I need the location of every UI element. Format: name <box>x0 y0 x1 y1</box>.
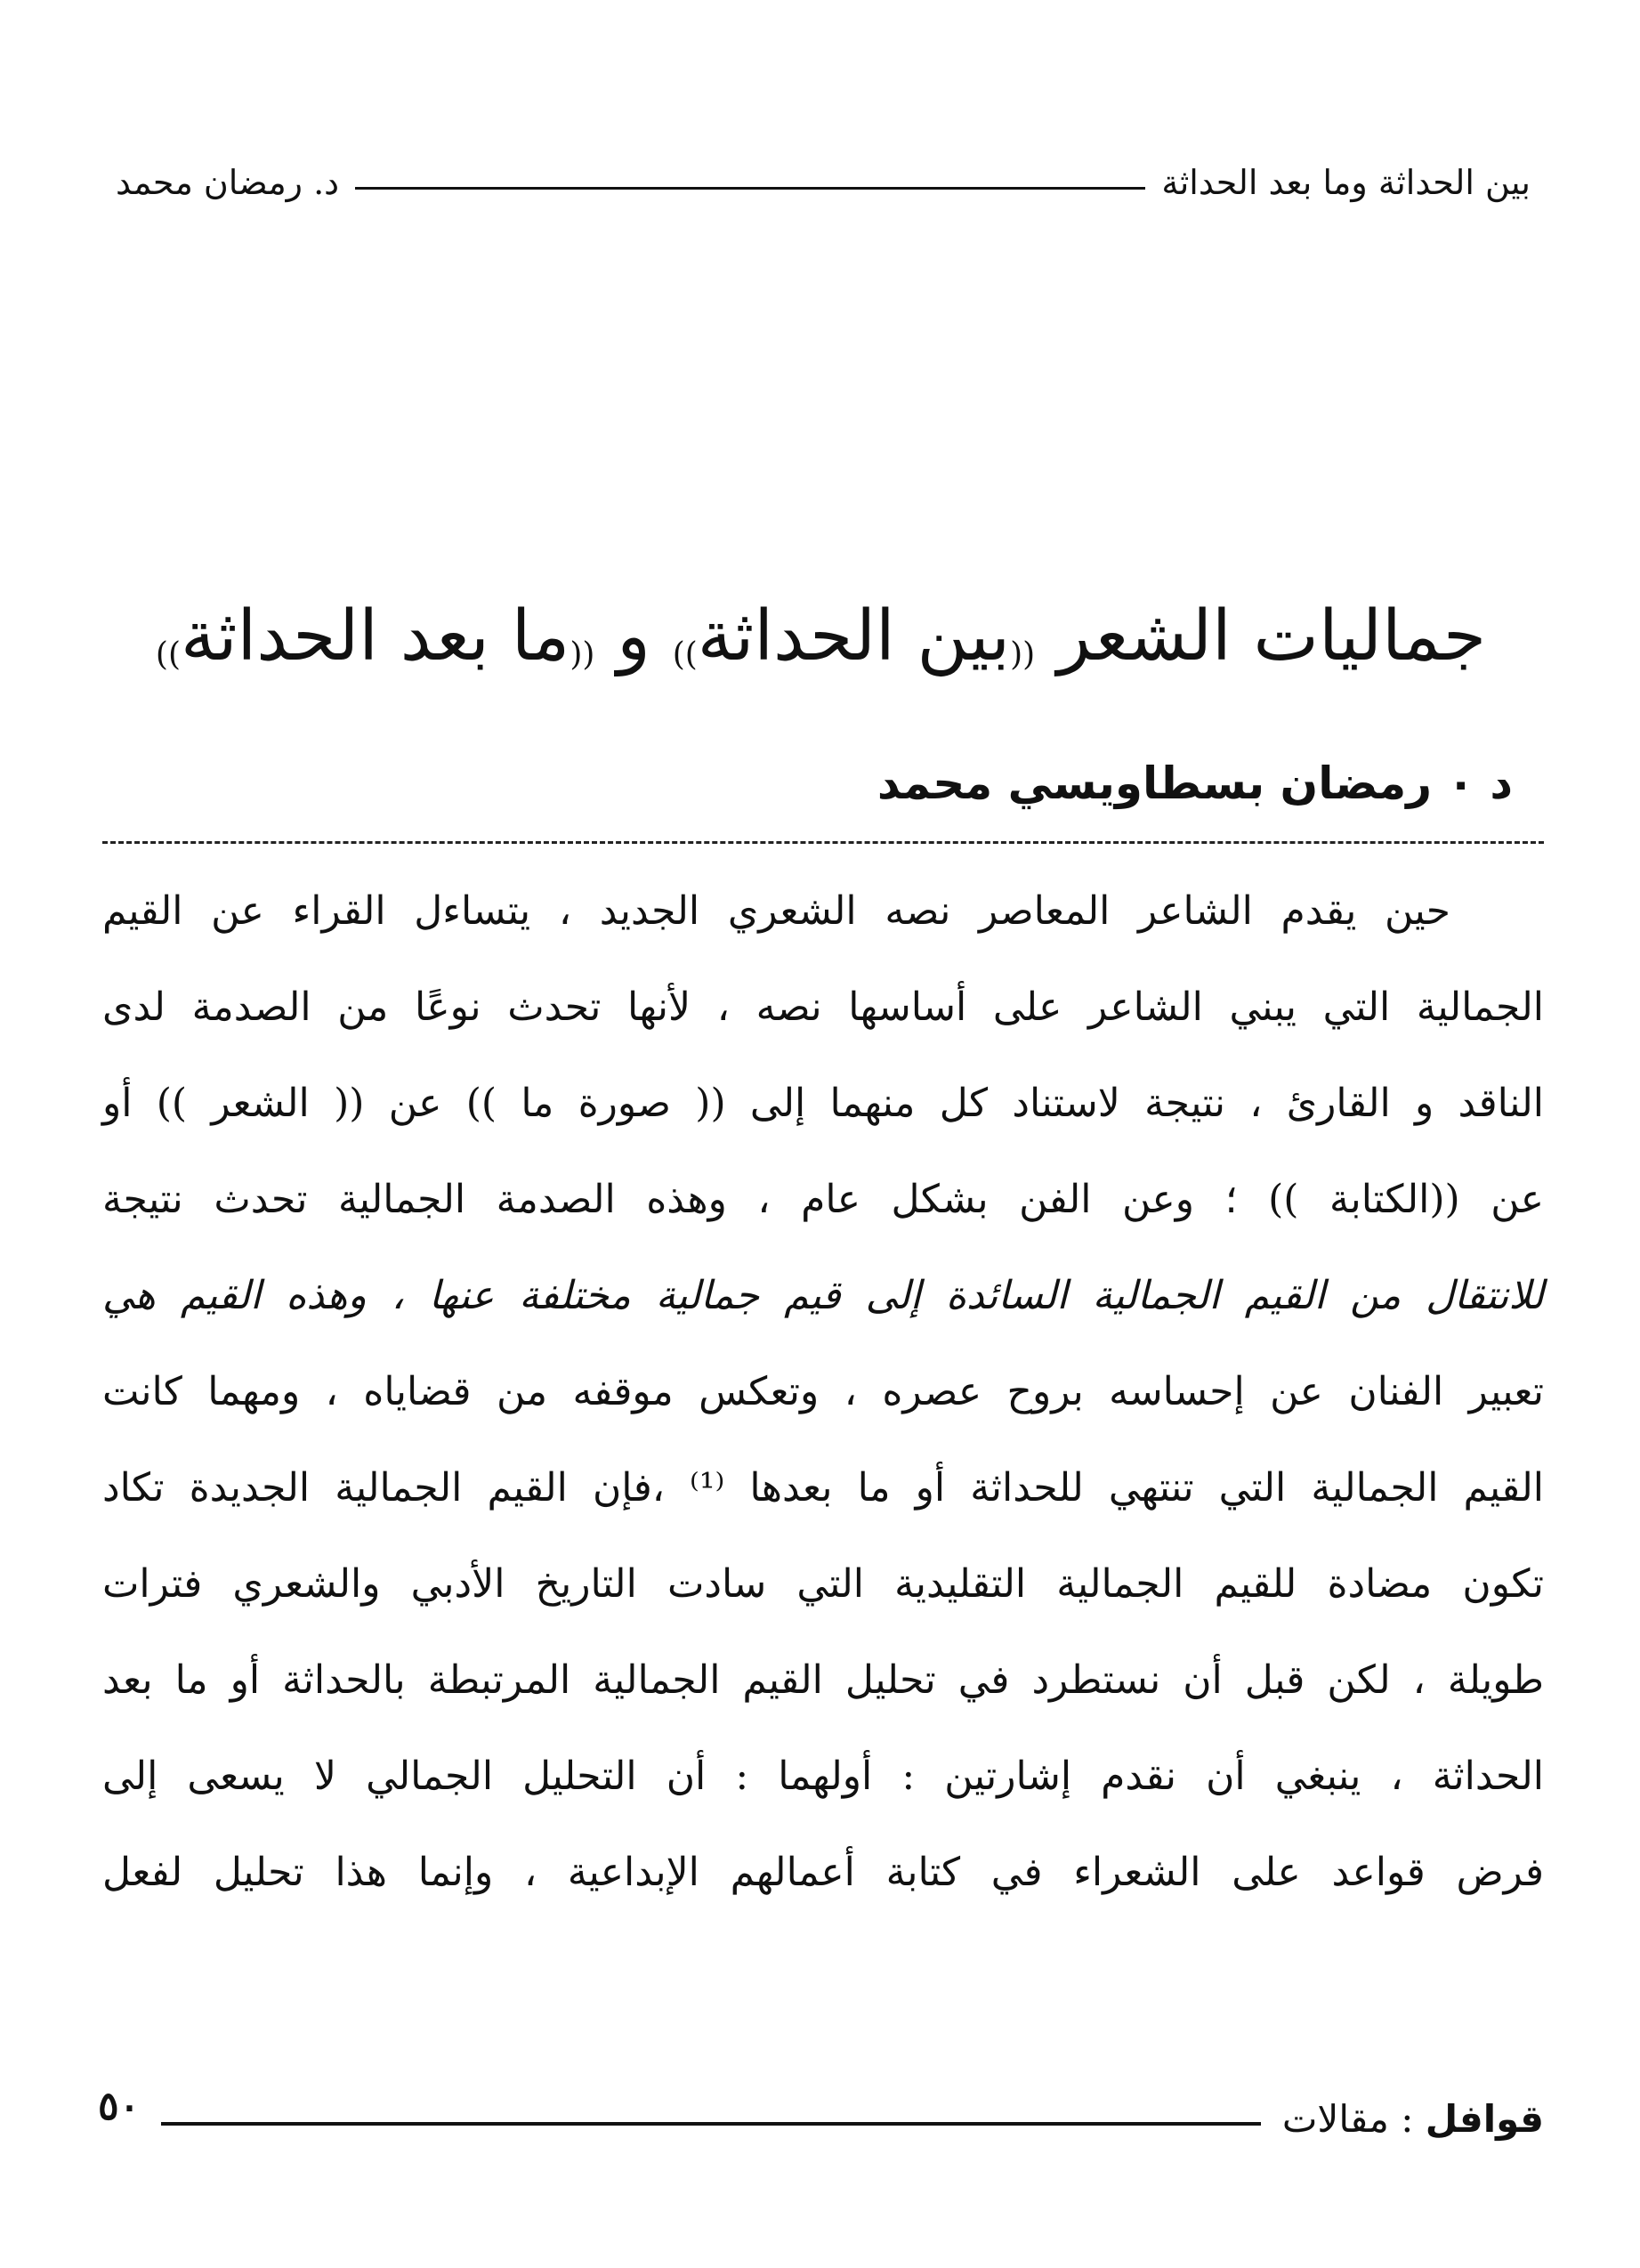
page-number: ٥٠ <box>98 2083 141 2129</box>
body-line: للانتقال من القيم الجمالية السائدة إلى قيم جمالية مختلفة عنها ، وهذه القيم هي <box>102 1273 1544 1318</box>
footer-section: مقالات <box>1281 2096 1389 2141</box>
title-main: جماليات الشعر <box>1057 596 1487 676</box>
body-line: حين يقدم الشاعر المعاصر نصه الشعري الجديد ، يتساءل القراء عن القيم <box>102 888 1450 934</box>
article-author: د ٠ رمضان بسطاويسي محمد <box>877 757 1513 809</box>
title-part-2: ما بعد الحداثة <box>181 596 570 676</box>
body-line: القيم الجمالية التي تنتهي للحداثة أو ما بعدها ⁽¹⁾ ،فإن القيم الجمالية الجديدة تكاد <box>102 1465 1545 1511</box>
body-line: الحداثة ، ينبغي أن نقدم إشارتين : أولهما : أن التحليل الجمالي لا يسعى إلى <box>102 1754 1544 1799</box>
body-line: تكون مضادة للقيم الجمالية التقليدية التي سادت التاريخ الأدبي والشعري فترات <box>102 1561 1544 1607</box>
running-header-book-title: بين الحداثة وما بعد الحداثة <box>1161 163 1531 202</box>
footer-journal-name: قوافل <box>1425 2096 1544 2141</box>
title-and: و <box>617 596 650 676</box>
body-text <box>102 863 1544 1921</box>
body-line: طويلة ، لكن قبل أن نستطرد في تحليل القيم الجمالية المرتبطة بالحداثة أو ما بعد <box>102 1657 1545 1703</box>
title-part-1: بين الحداثة <box>697 596 1011 676</box>
body-line: فرض قواعد على الشعراء في كتابة أعمالهم الإبداعية ، وإنما هذا تحليل لفعل <box>102 1850 1544 1895</box>
article-title <box>133 583 1508 709</box>
page-footer <box>98 2083 1544 2154</box>
running-header-author: د. رمضان محمد <box>116 163 340 202</box>
body-line: عن ((الكتابة )) ؛ وعن الفن بشكل عام ، وهذه الصدمة الجمالية تحدث نتيجة <box>102 1177 1544 1222</box>
body-line: الجمالية التي يبني الشاعر على أساسها نصه ، لأنها تحدث نوعًا من الصدمة لدى <box>102 984 1544 1030</box>
dashed-separator <box>102 841 1544 844</box>
title-quote-close-1: )) <box>672 636 698 673</box>
body-line: تعبير الفنان عن إحساسه بروح عصره ، وتعكس موقفه من قضاياه ، ومهما كانت <box>102 1369 1544 1414</box>
running-header <box>116 151 1531 214</box>
footer-separator: : <box>1401 2096 1414 2141</box>
title-quote-close-2: )) <box>155 636 181 673</box>
body-line: الناقد و القارئ ، نتيجة لاستناد كل منهما إلى (( صورة ما )) عن (( الشعر )) أو <box>102 1081 1544 1126</box>
footer-rule <box>161 2122 1261 2126</box>
running-header-rule <box>355 187 1145 190</box>
title-quote-open-1: (( <box>1010 636 1036 673</box>
footer-journal <box>1282 2097 1544 2141</box>
title-quote-open-2: (( <box>570 636 595 673</box>
